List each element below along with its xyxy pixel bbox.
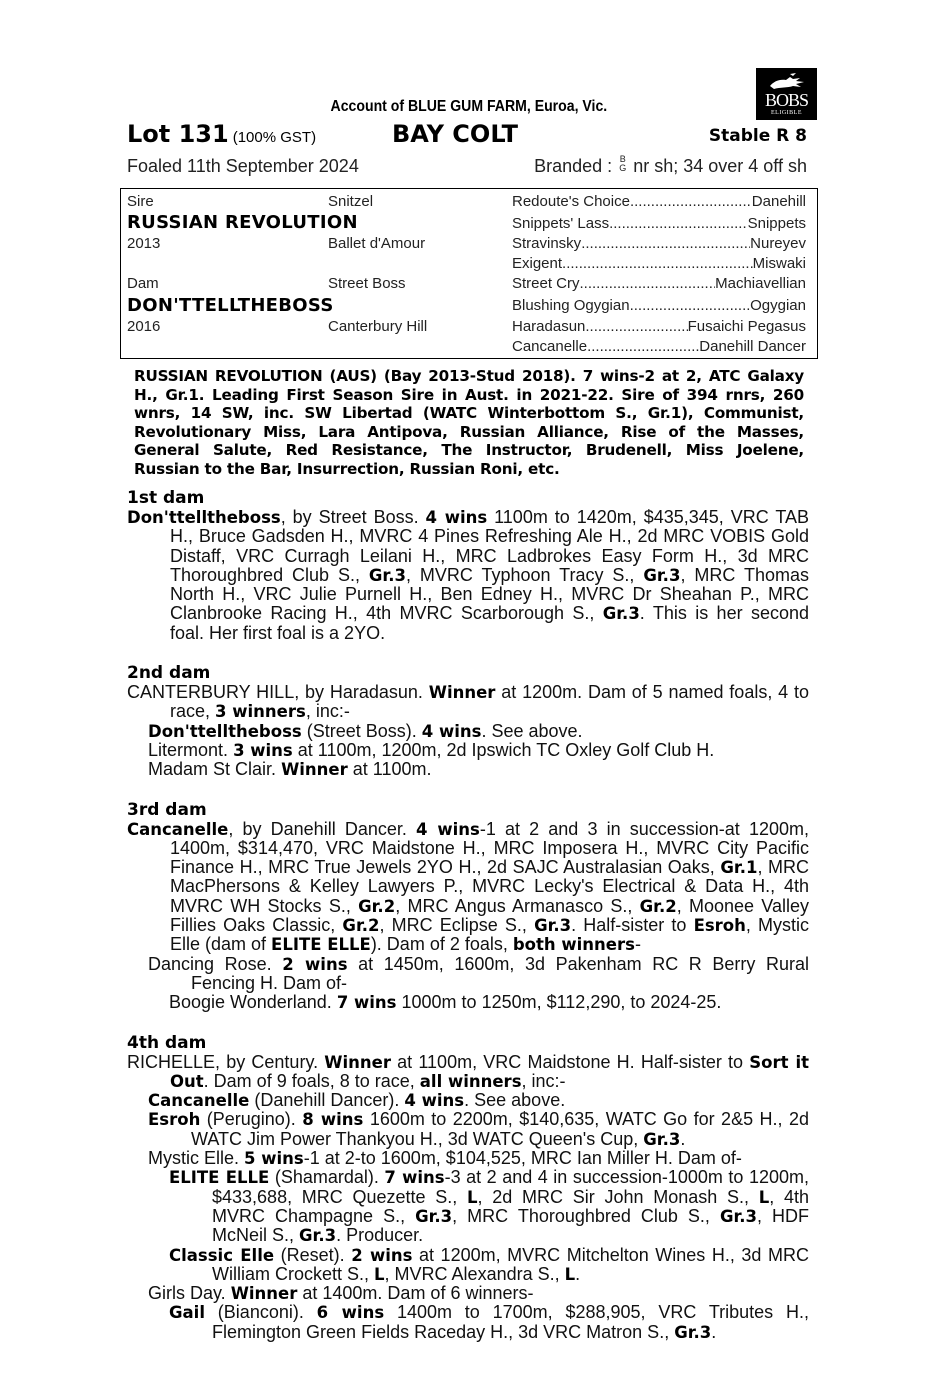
logo-eligible-text: ELIGIBLE [771, 110, 802, 116]
text: CANTERBURY HILL, by Haradasun. [127, 682, 429, 703]
text: 1000m to 1250m, $112,290, to 2024-25. [396, 992, 722, 1013]
progeny-entry [127, 1303, 809, 1342]
wins: 2 wins [282, 954, 348, 974]
dam-sire: Street Boss [328, 275, 406, 292]
grandparent-row [512, 235, 806, 253]
text: . [711, 1321, 717, 1342]
wins: 8 wins [302, 1110, 364, 1130]
progeny-name: Don'ttelltheboss [148, 721, 302, 741]
fourth-dam-paragraph [127, 1053, 809, 1092]
text: , inc:- [521, 1070, 566, 1091]
wins: 4 wins [416, 819, 480, 839]
grandparent-name: Haradasun [512, 318, 586, 335]
text: . See above. [481, 720, 583, 741]
wins: Winner [428, 683, 496, 703]
grandparent-row [512, 255, 806, 273]
progeny-name: Gail [169, 1303, 205, 1323]
group-grade: Gr.3 [674, 1322, 712, 1342]
text: , MVRC Alexandra S., [384, 1263, 565, 1284]
text: 1100m to 1420m, $435,345, VRC TAB H., Bruce Gadsden H., MVRC 4 Pines Refreshing Ale H., 2d MRC VOBIS Gold Distaff, VRC Curragh Leilani H., MRC Ladbrokes Easy Form H., 3d MRC Thoroughbred Club S., [170, 507, 809, 585]
grandparent-row [512, 318, 806, 336]
text: -1 at 2 and 3 in succession-at 1200m, 1400m, $314,470, VRC Maidstone H., MRC Imposera H., MVRC City Pacific Finance H., MRC True Jewels 2YO H., 2d SAJC Australasian Oaks, [170, 818, 809, 878]
progeny-name: ELITE ELLE [169, 1168, 270, 1188]
wins: 3 wins [233, 740, 293, 760]
text: . Producer. [336, 1225, 424, 1246]
vendor-account: Account of BLUE GUM FARM, Euroa, Vic. [330, 98, 608, 115]
text: . This is her second foal. Her first foal is a 2YO. [170, 603, 809, 643]
text: at 1450m, 1600m, 3d Pakenham RC R Berry Rural Fencing H. Dam of- [191, 953, 809, 993]
grandparent-row [512, 338, 806, 356]
section-title: 3rd dam [127, 799, 207, 820]
lot-label: Lot 131 [127, 120, 229, 148]
wins: Winner [324, 1052, 391, 1072]
pedigree-table [120, 188, 818, 359]
progeny-name: ELITE ELLE [271, 935, 371, 955]
grandparent-name: Cancanelle [512, 338, 588, 355]
wins: Winner [281, 760, 348, 780]
dam-line-details [127, 488, 809, 1362]
text: . [575, 1263, 581, 1284]
text: , MRC Thomas North H., VRC Julie Purnell H., Ben Edney H., MVRC Dr Sheahan P., MRC Clanbrooke Racing H., 4th MVRC Scarborough S., [170, 564, 809, 624]
grandparent-name: Exigent [512, 255, 563, 272]
fourth-dam-section [127, 1033, 809, 1342]
sire-label: Sire [127, 193, 154, 210]
text: , Mystic Elle (dam of [170, 915, 810, 955]
dam-name: Cancanelle [127, 819, 229, 839]
grandparent-name: Street Cry [512, 275, 580, 292]
text: (Danehill Dancer). [249, 1090, 405, 1111]
group-grade: Gr.3 [643, 565, 681, 585]
grandparent-sire: Machiavellian [715, 275, 806, 292]
progeny-name: Dancing Rose. [148, 953, 272, 974]
text: , inc:- [305, 701, 350, 722]
third-dam-paragraph [127, 820, 809, 955]
wins: 6 wins [316, 1303, 385, 1323]
brand-text: nr sh; 34 over 4 off sh [633, 156, 807, 176]
dam-name: DON'TTELLTHEBOSS [127, 295, 334, 316]
text: - [634, 934, 641, 955]
second-dam-paragraph [127, 683, 809, 722]
text: ). Dam of 2 foals, [370, 934, 513, 955]
grandparent-sire: Ogygian [750, 297, 806, 314]
leader-dots [587, 338, 699, 356]
sire-summary: RUSSIAN REVOLUTION (AUS) (Bay 2013-Stud 2018). 7 wins-2 at 2, ATC Galaxy H., Gr.1. Leading First Season Sire in Aust. in 2021-22. Sire of 394 rnrs, 260 wnrs, 14 SW, inc. SW Libertad (WATC Winterbottom S., Gr.1), Communist, Revolutionary Miss, Lara Antipova, Russian Alliance, Rise of the Masses, General Salute, Red Resistance, The Instructor, Brudenell, Miss Joelene, Russian to the Bar, Insurrection, Russian Roni, etc. [134, 367, 804, 478]
horse-description: BAY COLT [392, 120, 519, 148]
text: , 4th MVRC Champagne S., [212, 1186, 809, 1226]
progeny-name: Mystic Elle. [148, 1148, 240, 1169]
sire-dam: Ballet d'Amour [328, 235, 426, 252]
progeny-entry [127, 993, 809, 1012]
grandparent-name: Redoute's Choice [512, 193, 630, 210]
text: 1400m to 1700m, $288,905, VRC Tributes H., Flemington Green Fields Raceday H., 3d VRC Matron S., [212, 1302, 809, 1342]
text: , MRC Thoroughbred Club S., [452, 1205, 720, 1226]
text: , MRC MacPhersons & Kelley Lawyers P., MVRC Lecky's Electrical & Data H., 4th MVRC WH Stocks S., [170, 857, 810, 916]
group-grade: Gr.3 [602, 604, 640, 624]
text: , Moonee Valley Fillies Oaks Classic, [170, 895, 809, 936]
brand-mark [619, 155, 626, 173]
leader-dots [585, 318, 687, 336]
text: , by Danehill Dancer. [228, 818, 416, 839]
group-grade: Gr.3 [415, 1206, 453, 1226]
text: (Perugino). [200, 1109, 303, 1130]
group-grade: Gr.1 [720, 858, 758, 878]
text: -3 at 2 and 4 in succession-1000m to 1200m, $433,688, MRC Quezette S., [212, 1167, 809, 1207]
half-sister-name: Esroh [693, 916, 746, 936]
progeny-entry [127, 1110, 809, 1149]
group-grade: Gr.3 [719, 1206, 758, 1226]
grandparent-sire: Nureyev [750, 235, 806, 252]
progeny-entry [127, 1284, 809, 1303]
progeny-name: Litermont. [148, 739, 229, 760]
second-dam-section [127, 663, 809, 779]
text: at 1100m, VRC Maidstone H. Half-sister to [390, 1051, 750, 1072]
progeny-entry [127, 741, 809, 760]
gst-note: (100% GST) [232, 129, 317, 146]
grandparent-sire: Snippets [747, 215, 806, 232]
progeny-entry [127, 1168, 809, 1245]
wins: 7 wins [384, 1168, 445, 1188]
leader-dots [580, 275, 716, 293]
sire-year: 2013 [127, 235, 161, 252]
text: , MRC Angus Armanasco S., [395, 895, 640, 916]
grandparent-name: Snippets' Lass [512, 215, 610, 232]
progeny-entry [127, 1149, 809, 1168]
text: at 1100m. [347, 759, 432, 780]
wins: 3 winners [215, 702, 306, 722]
foaled-date: Foaled 11th September 2024 [127, 156, 359, 176]
leader-dots [562, 255, 753, 273]
text: at 1100m, 1200m, 2d Ipswich TC Oxley Golf Club H. [292, 739, 715, 760]
section-title: 2nd dam [127, 663, 211, 684]
text: . Dam of 9 foals, 8 to race, [203, 1070, 420, 1091]
text: (Bianconi). [205, 1302, 317, 1323]
wins: all winners [419, 1071, 522, 1091]
dam-dam: Canterbury Hill [328, 318, 428, 335]
dam-label: Dam [127, 275, 159, 292]
wins: 2 wins [351, 1245, 413, 1265]
listed-grade: L [564, 1264, 576, 1284]
text: (Street Boss). [301, 720, 422, 741]
group-grade: Gr.2 [358, 896, 396, 916]
text: , MRC Eclipse S., [379, 915, 535, 936]
half-sister-name: Sort it Out [170, 1052, 809, 1091]
brand-mark-top: B [619, 154, 626, 164]
listed-grade: L [758, 1187, 770, 1207]
text: at 1400m. Dam of 6 winners- [297, 1283, 534, 1304]
logo-bobs-text: BOBS [764, 90, 809, 110]
wins: 7 wins [336, 993, 397, 1013]
text: . See above. [464, 1090, 566, 1111]
group-grade: Gr.3 [299, 1226, 337, 1246]
grandparent-row [512, 275, 806, 293]
wins: both winners [512, 935, 635, 955]
grandparent-sire: Miswaki [752, 255, 806, 272]
text: at 1200m, MVRC Mitchelton Wines H., 3d MRC William Crockett S., [212, 1244, 809, 1284]
progeny-name: Esroh [148, 1110, 201, 1130]
stable-location: Stable R 8 [708, 126, 807, 146]
progeny-name: Cancanelle [148, 1091, 250, 1111]
grandparent-name: Blushing Ogygian [512, 297, 630, 314]
text: -1 at 2-to 1600m, $104,525, MRC Ian Miller H. Dam of- [303, 1148, 742, 1169]
text: 1600m to 2200m, $140,635, WATC Go for 2&5 H., 2d WATC Jim Power Thankyou H., 3d WATC Queen's Cup, [191, 1109, 809, 1149]
text: (Shamardal). [269, 1167, 385, 1188]
progeny-entry [127, 955, 809, 994]
progeny-name: Boogie Wonderland. [169, 992, 332, 1013]
wins: 4 wins [404, 1091, 465, 1111]
text: . Half-sister to [571, 915, 694, 936]
first-dam-section [127, 488, 809, 643]
wins: 4 wins [425, 508, 488, 527]
progeny-name: Girls Day. [148, 1283, 226, 1304]
progeny-entry [127, 1091, 809, 1110]
progeny-name: Madam St Clair. [148, 759, 277, 780]
listed-grade: L [467, 1187, 478, 1207]
text: , HDF McNeil S., [212, 1205, 810, 1246]
leader-dots [609, 215, 748, 233]
text: at 1200m. Dam of 5 named foals, 4 to race, [170, 682, 809, 722]
text: (Reset). [274, 1244, 352, 1265]
dam-name: Don'ttelltheboss [127, 508, 281, 527]
grandparent-row [512, 193, 806, 211]
group-grade: Gr.2 [342, 916, 380, 936]
wins: Winner [230, 1284, 298, 1304]
grandparent-name: Stravinsky [512, 235, 582, 252]
grandparent-row [512, 297, 806, 315]
leader-dots [630, 193, 752, 211]
grandparent-sire: Danehill [751, 193, 806, 210]
text: . [680, 1128, 686, 1149]
brand-description [534, 156, 807, 177]
group-grade: Gr.2 [639, 896, 677, 916]
leader-dots [630, 297, 751, 315]
wins: 4 wins [421, 721, 482, 741]
sire-sire: Snitzel [328, 193, 374, 210]
lot-number [127, 120, 316, 148]
grandparent-sire: Danehill Dancer [699, 338, 806, 355]
text: , MVRC Typhoon Tracy S., [405, 564, 644, 585]
horse-head-icon [766, 72, 806, 92]
progeny-entry [127, 760, 809, 779]
foaling-and-brand [127, 156, 807, 178]
group-grade: Gr.3 [368, 565, 406, 585]
section-title: 1st dam [127, 488, 205, 508]
lot-header [127, 120, 807, 152]
listed-grade: L [374, 1264, 385, 1284]
text: RICHELLE, by Century. [127, 1051, 325, 1072]
text: , by Street Boss. [280, 507, 426, 527]
first-dam-paragraph [127, 508, 809, 643]
branded-label: Branded : [534, 156, 613, 176]
group-grade: Gr.3 [643, 1129, 681, 1149]
progeny-name: Classic Elle [169, 1245, 275, 1265]
group-grade: Gr.3 [534, 916, 572, 936]
dam-year: 2016 [127, 318, 161, 335]
progeny-entry [127, 722, 809, 741]
grandparent-row [512, 215, 806, 233]
brand-mark-bottom: G [619, 163, 627, 173]
wins: 5 wins [244, 1149, 304, 1169]
third-dam-section [127, 800, 809, 1013]
text: , 2d MRC Sir John Monash S., [477, 1186, 759, 1207]
sire-name: RUSSIAN REVOLUTION [127, 212, 358, 233]
section-title: 4th dam [127, 1032, 207, 1053]
progeny-entry [127, 1246, 809, 1285]
grandparent-sire: Fusaichi Pegasus [687, 318, 806, 335]
leader-dots [581, 235, 750, 253]
